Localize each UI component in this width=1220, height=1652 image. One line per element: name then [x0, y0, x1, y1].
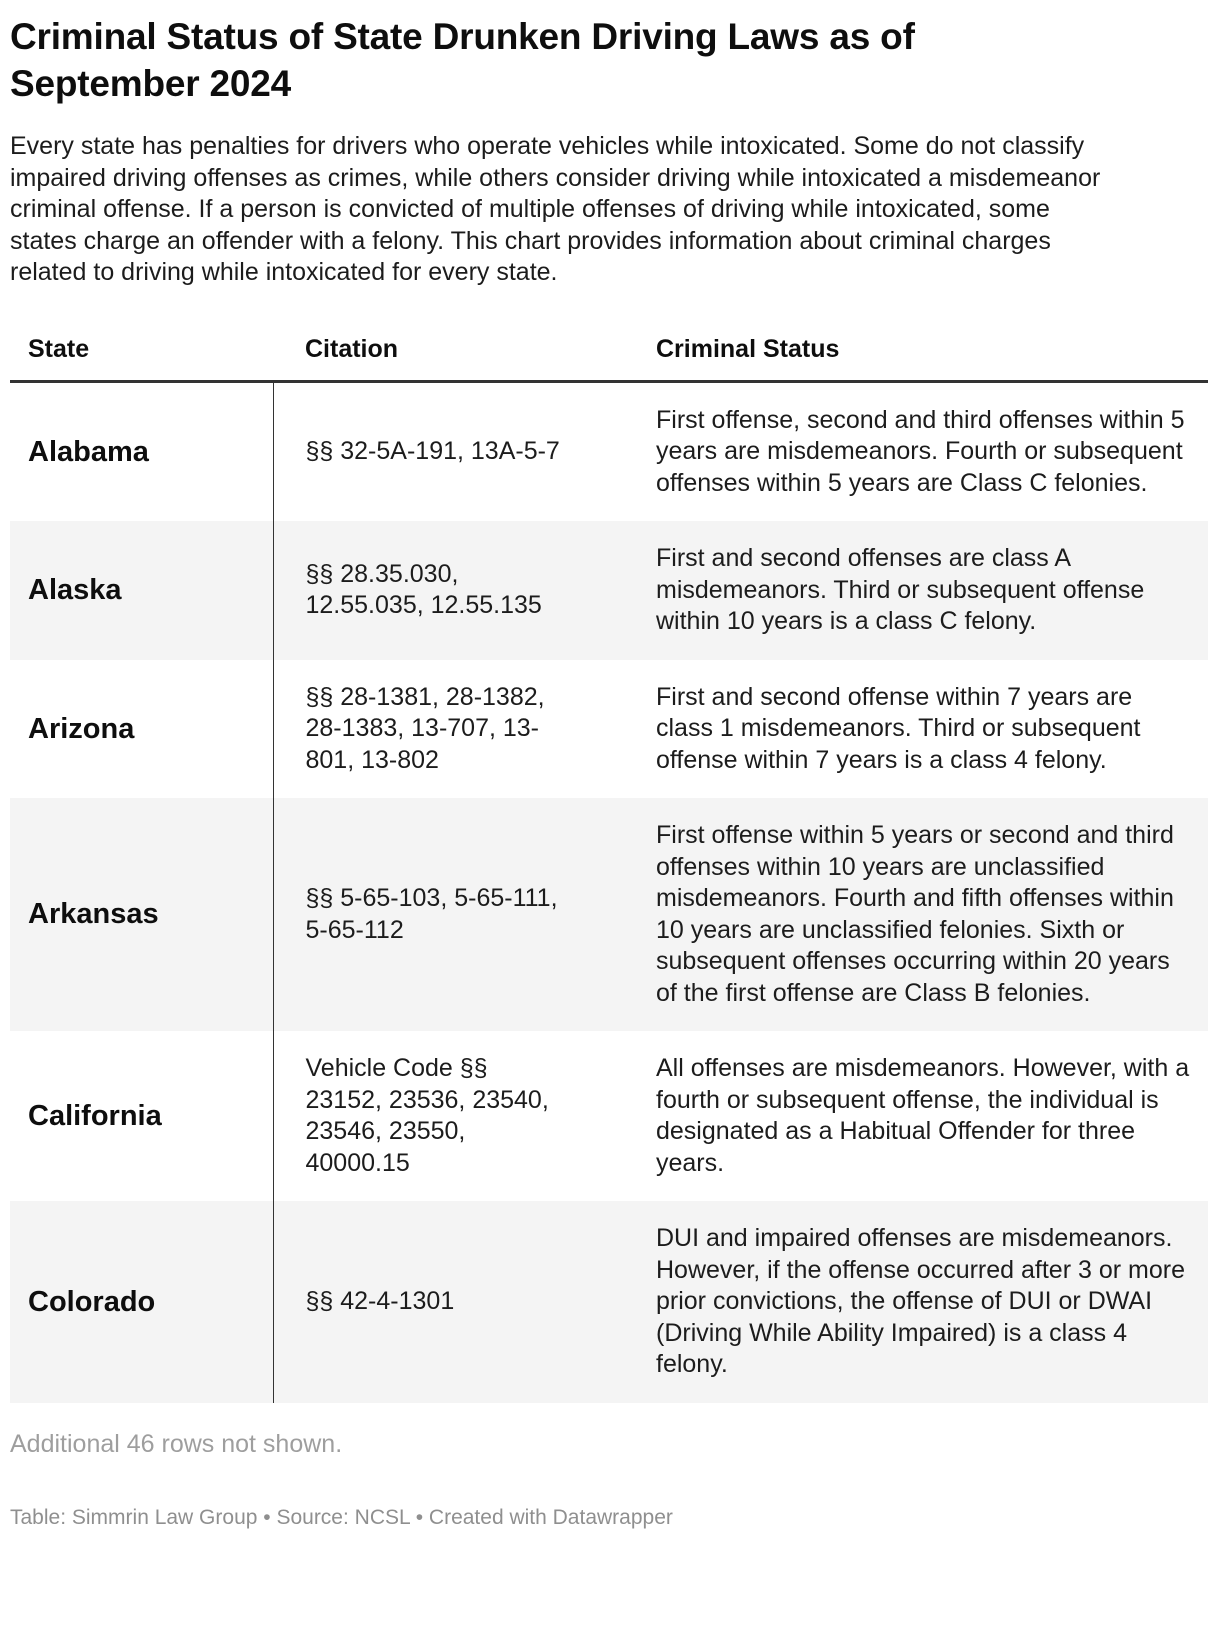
header-row: [10, 335, 1208, 382]
dui-laws-table: [10, 335, 1208, 1403]
criminal-status-cell: First and second offense within 7 years are class 1 misdemeanors. Third or subsequent offense within 7 years is a class 4 felony.: [656, 682, 1141, 774]
citation-cell: §§ 5-65-103, 5-65-111, 5-65-112: [273, 798, 640, 1031]
citation-cell: §§ 42-4-1301: [273, 1201, 640, 1403]
table-row-arkansas: [10, 798, 1208, 1031]
criminal-status-cell: First offense within 5 years or second and third offenses within 10 years are unclassified misdemeanors. Fourth and fifth offenses within 10 years are unclassified felonies. Sixth or subsequent offenses occurring within 20 years of the first offense are Class B felonies.: [656, 821, 1174, 1007]
state-cell: Arizona: [28, 712, 135, 745]
column-header-criminal-status: Criminal Status: [640, 335, 1208, 382]
additional-rows-note: Additional 46 rows not shown.: [10, 1429, 343, 1458]
table-row-alaska: [10, 521, 1208, 660]
citation-cell: §§ 28.35.030, 12.55.035, 12.55.135: [273, 521, 640, 660]
criminal-status-cell: First offense, second and third offenses within 5 years are misdemeanors. Fourth or subsequent offenses within 5 years are Class C felonies.: [656, 405, 1185, 497]
citation-cell: Vehicle Code §§ 23152, 23536, 23540, 23546, 23550, 40000.15: [273, 1031, 640, 1201]
footer-attribution: Table: Simmrin Law Group • Source: NCSL • Created with Datawrapper: [10, 1506, 673, 1530]
state-cell: Alaska: [28, 574, 122, 607]
criminal-status-cell: All offenses are misdemeanors. However, with a fourth or subsequent offense, the individual is designated as a Habitual Offender for three years.: [656, 1054, 1190, 1177]
column-header-state: State: [10, 335, 273, 382]
column-header-citation: Citation: [273, 335, 640, 382]
citation-cell: §§ 32-5A-191, 13A-5-7: [273, 381, 640, 521]
citation-cell: §§ 28-1381, 28-1382, 28-1383, 13-707, 13-801, 13-802: [273, 660, 640, 799]
criminal-status-cell: First and second offenses are class A misdemeanors. Third or subsequent offense within 10 years is a class C felony.: [656, 544, 1145, 636]
criminal-status-cell: DUI and impaired offenses are misdemeanors. However, if the offense occurred after 3 or more prior convictions, the offense of DUI or DWAI (Driving While Ability Impaired) is a class 4 felony.: [656, 1224, 1185, 1379]
state-cell: Colorado: [28, 1285, 156, 1318]
state-cell: Alabama: [28, 435, 149, 468]
table-row-colorado: [10, 1201, 1208, 1403]
description: Every state has penalties for drivers who operate vehicles while intoxicated. Some do not classify impaired driving offenses as crimes, while others consider driving while intoxicated a misdemeanor criminal offense. If a person is convicted of multiple offenses of driving while intoxicated, some states charge an offender with a felony. This chart provides information about criminal charges related to driving while intoxicated for every state.: [10, 132, 1101, 287]
table-row-arizona: [10, 660, 1208, 799]
page-title: Criminal Status of State Drunken Driving Laws as of September 2024: [10, 16, 915, 104]
state-cell: Arkansas: [28, 898, 159, 931]
state-cell: California: [28, 1099, 162, 1132]
table-row-alabama: [10, 381, 1208, 521]
table-row-california: [10, 1031, 1208, 1201]
